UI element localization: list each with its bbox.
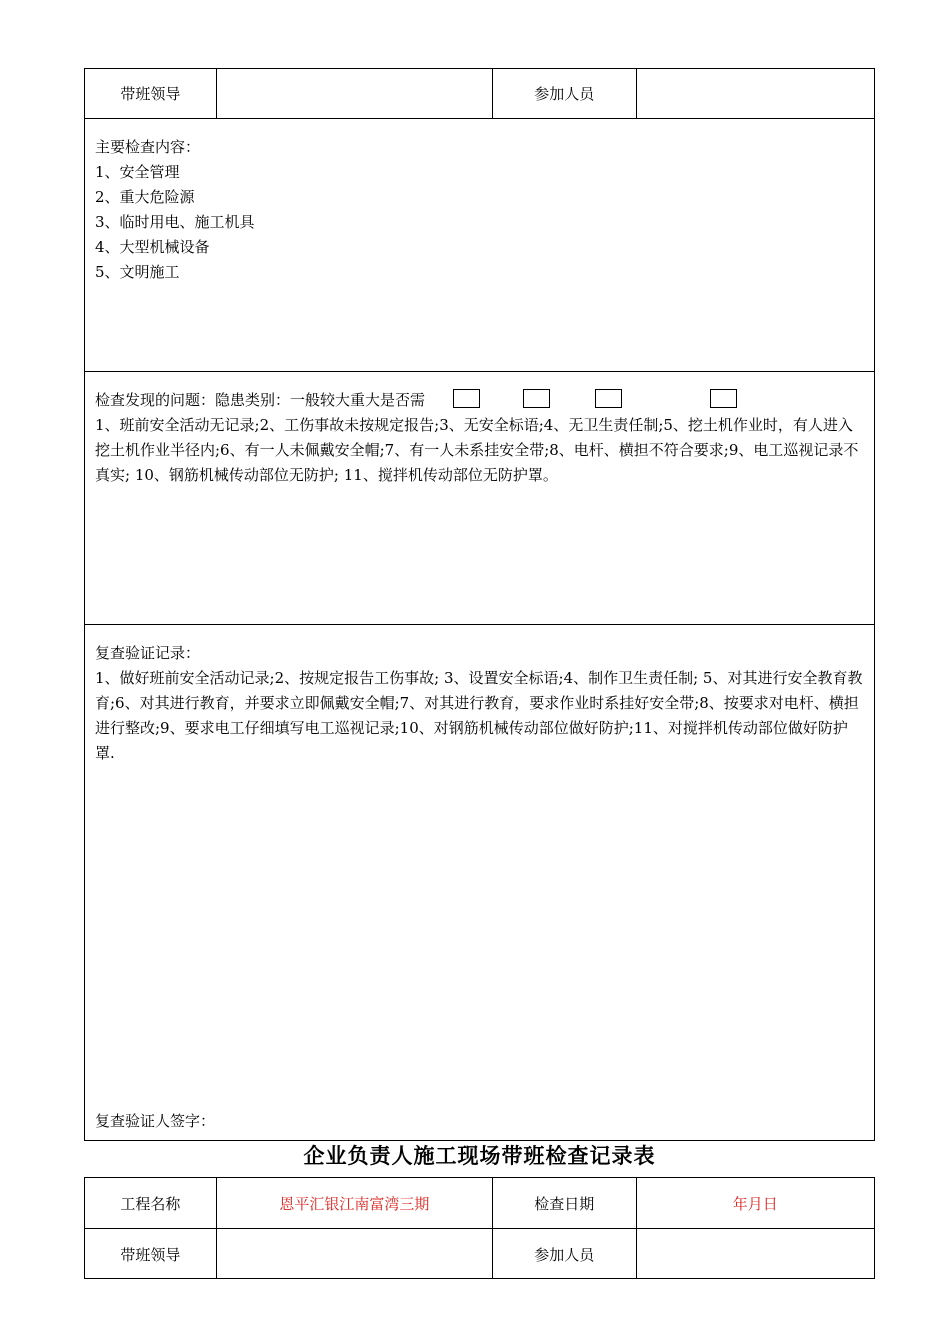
problems-section [85,372,874,625]
major-hazard-checkbox[interactable] [523,389,550,408]
inspection-item: 3、临时用电、施工机具 [95,213,255,231]
review-section [85,625,874,1140]
bottom-leader-value[interactable] [217,1229,493,1279]
leader-value[interactable] [217,69,493,118]
review-heading: 复查验证记录： [95,644,201,662]
bottom-participants-label: 参加人员 [493,1229,637,1279]
form-title: 企业负责人施工现场带班检查记录表 [303,1143,656,1168]
bottom-leader-label: 带班领导 [85,1229,217,1279]
serious-hazard-checkbox[interactable] [595,389,622,408]
date-value[interactable]: 年月日 [732,1194,778,1213]
general-hazard-checkbox[interactable] [453,389,480,408]
leader-row [85,69,874,119]
inspection-heading: 主要检查内容： [95,138,201,156]
project-value[interactable]: 恩平汇银江南富湾三期 [217,1178,493,1228]
participants-label: 参加人员 [493,69,637,118]
project-row [85,1178,874,1229]
inspection-item: 2、重大危险源 [95,188,195,206]
date-label: 检查日期 [493,1178,637,1228]
project-label: 工程名称 [85,1178,217,1228]
inspection-item: 4、大型机械设备 [95,238,210,256]
needs-action-checkbox[interactable] [710,389,737,408]
bottom-participants-value[interactable] [637,1229,874,1279]
signature-label: 复查验证人签字： [95,1112,216,1130]
top-record-table [84,68,875,1141]
bottom-leader-row [85,1229,874,1279]
inspection-item: 5、文明施工 [95,263,180,281]
problems-heading: 检查发现的问题：隐患类别：一般较大重大是否需 [95,391,426,409]
leader-label: 带班领导 [85,69,217,118]
bottom-record-table [84,1177,875,1279]
inspection-item: 1、安全管理 [95,163,180,181]
inspection-content-section [85,119,874,372]
participants-value[interactable] [637,69,874,118]
review-text: 1、做好班前安全活动记录;2、按规定报告工伤事故; 3、设置安全标语;4、制作卫生责任制; 5、对其进行安全教育教育;6、对其进行教育，并要求立即佩戴安全帽;7、对其进行教育，要求作业时系挂好安全带;8、按要求对电杆、横担进行整改;9、要求电工仔细填写电工巡视记录;10、对钢筋机械传动部位做好防护;11、对搅拌机传动部位做好防护罩. [95,669,863,762]
problems-text: 1、班前安全活动无记录;2、工伤事故未按规定报告;3、无安全标语;4、无卫生责任制;5、挖土机作业时，有人进入挖土机作业半径内;6、有一人未佩戴安全帽;7、有一人未系挂安全带;8、电杆、横担不符合要求;9、电工巡视记录不真实; 10、钢筋机械传动部位无防护; 11、搅拌机传动部位无防护罩。 [95,416,859,484]
